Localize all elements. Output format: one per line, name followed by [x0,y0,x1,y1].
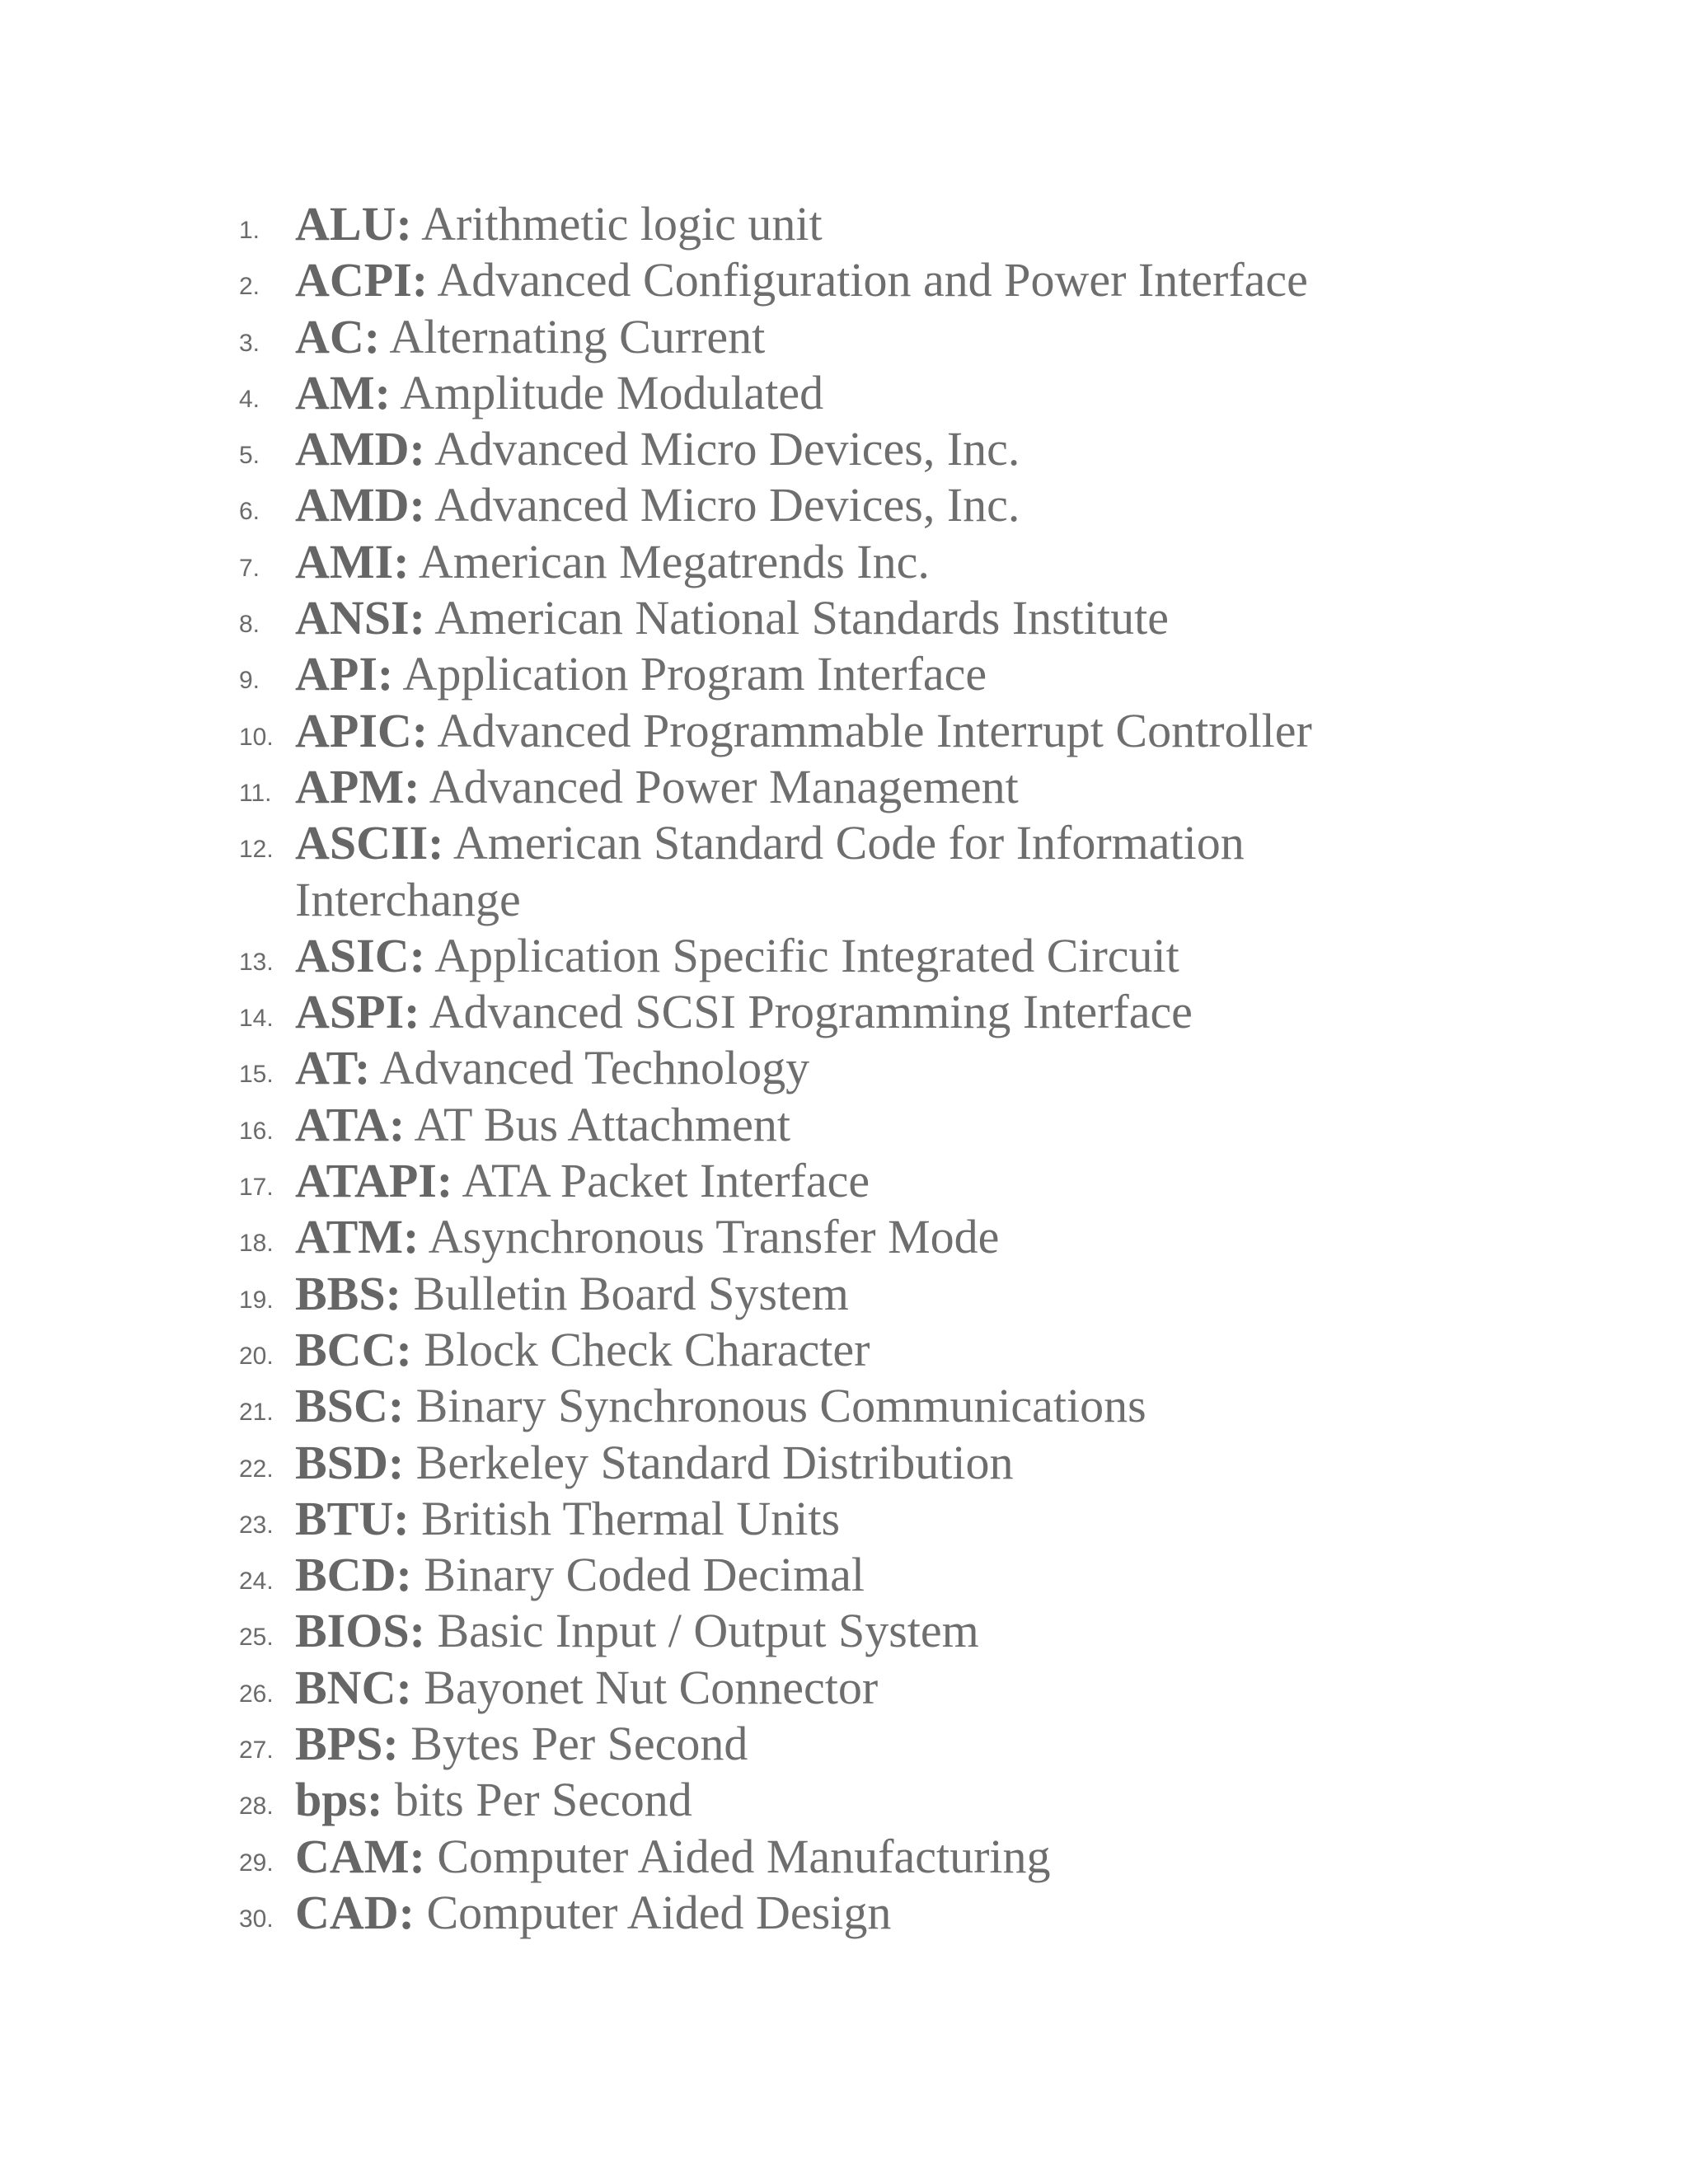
item-number: 26. [239,1680,274,1708]
item-number: 8. [239,611,260,639]
item-separator: : [396,1322,412,1376]
item-separator: : [396,1548,412,1602]
acronym-list [239,196,1475,1941]
item-term: AC [295,309,364,363]
item-definition: Advanced SCSI Programming Interface [429,985,1193,1039]
item-term: APM [295,759,405,813]
item-number: 6. [239,498,260,526]
item-term: APIC [295,703,412,757]
item-number: 22. [239,1455,274,1483]
item-separator: : [385,1266,401,1320]
item-separator: : [411,703,429,757]
list-item [239,928,1475,984]
item-separator: : [404,985,420,1039]
item-separator: : [411,253,429,307]
item-term: bps [295,1773,368,1827]
item-separator: : [363,309,381,363]
item-definition: Berkeley Standard Distribution [415,1435,1014,1489]
item-term: ATAPI [295,1154,437,1208]
item-term: ALU [295,197,396,251]
item-separator: : [393,1491,410,1545]
item-separator: : [409,591,425,645]
item-number: 24. [239,1568,274,1596]
item-separator: : [396,1660,412,1714]
item-number: 30. [239,1905,274,1933]
list-item [239,1829,1475,1885]
item-term: AMD [295,478,410,532]
item-definition: Bulletin Board System [413,1266,849,1320]
item-term: CAM [295,1829,410,1883]
list-item [239,1153,1475,1209]
item-definition: American Megatrends Inc. [418,534,930,588]
item-term: AMI [295,534,394,588]
item-definition: Advanced Technology [379,1041,810,1095]
item-definition: American National Standards Institute [434,591,1169,645]
item-term: BIOS [295,1604,410,1658]
item-number: 9. [239,667,260,695]
item-number: 20. [239,1342,274,1370]
item-definition: Advanced Power Management [429,759,1019,813]
item-term: ACPI [295,253,412,307]
item-number: 7. [239,554,260,582]
item-separator: : [377,647,394,701]
item-definition: Basic Input / Output System [437,1604,979,1658]
item-definition: Arithmetic logic unit [421,197,823,251]
item-term: BSD [295,1435,388,1489]
item-term: ASCII [295,816,429,870]
item-term: BSC [295,1379,388,1433]
item-term: ATM [295,1210,404,1264]
item-definition: Block Check Character [424,1322,870,1376]
item-definition: Amplitude Modulated [400,365,824,419]
item-separator: : [387,1379,405,1433]
list-item [239,1547,1475,1603]
list-item [239,759,1475,815]
item-separator: : [393,534,410,588]
list-item [239,1097,1475,1153]
item-number: 15. [239,1061,274,1089]
list-item [239,1603,1475,1659]
item-separator: : [404,759,420,813]
list-item [239,196,1475,252]
item-separator: : [398,1885,415,1939]
list-item [239,703,1475,759]
item-definition: Binary Coded Decimal [424,1548,865,1602]
item-separator: : [409,928,425,982]
item-definition: AT Bus Attachment [414,1097,790,1151]
item-separator: : [354,1041,371,1095]
list-item [239,1266,1475,1322]
item-term: BCD [295,1548,396,1602]
item-term: BPS [295,1717,383,1771]
item-number: 21. [239,1399,274,1427]
item-term: AM [295,365,375,419]
list-item [239,365,1475,421]
item-number: 11. [239,779,272,807]
item-term: BCC [295,1322,396,1376]
item-term: ASPI [295,985,405,1039]
item-number: 13. [239,948,274,976]
list-item [239,984,1475,1040]
item-number: 29. [239,1849,274,1877]
item-term: AMD [295,422,410,476]
item-separator: : [403,1210,420,1264]
list-item [239,1660,1475,1716]
item-number: 27. [239,1736,274,1765]
item-number: 2. [239,273,260,301]
list-item [239,1209,1475,1265]
list-item [239,815,1367,928]
item-term: API [295,647,377,701]
item-number: 16. [239,1117,274,1145]
item-definition: Advanced Micro Devices, Inc. [434,478,1020,532]
item-number: 17. [239,1174,274,1202]
item-separator: : [436,1154,453,1208]
item-separator: : [409,478,425,532]
item-term: CAD [295,1885,399,1939]
item-definition: Bayonet Nut Connector [424,1660,879,1714]
item-definition: Computer Aided Manufacturing [437,1829,1051,1883]
list-item [239,1491,1475,1547]
item-definition: British Thermal Units [421,1491,841,1545]
list-item [239,1885,1475,1941]
item-separator: : [382,1717,399,1771]
item-separator: : [409,422,425,476]
list-item [239,1435,1475,1491]
item-term: ANSI [295,591,410,645]
item-number: 4. [239,385,260,413]
item-number: 3. [239,329,260,357]
item-number: 18. [239,1230,274,1258]
item-separator: : [409,1829,425,1883]
item-definition: Asynchronous Transfer Mode [428,1210,1000,1264]
item-term: BBS [295,1266,386,1320]
item-definition: Bytes Per Second [410,1717,748,1771]
list-item [239,477,1475,533]
item-number: 10. [239,723,274,751]
item-term: ASIC [295,928,410,982]
item-term: AT [295,1041,354,1095]
list-item [239,309,1475,365]
list-item [239,646,1475,702]
item-definition: Advanced Configuration and Power Interface [437,253,1308,307]
item-separator: : [367,1773,383,1827]
item-number: 5. [239,442,260,470]
item-separator: : [374,365,391,419]
list-item [239,590,1475,646]
item-term: BNC [295,1660,396,1714]
item-definition: Application Specific Integrated Circuit [434,928,1179,982]
item-definition: Advanced Micro Devices, Inc. [434,422,1020,476]
list-item [239,1040,1475,1096]
item-term: ATA [295,1097,389,1151]
item-separator: : [388,1097,406,1151]
list-item [239,1378,1475,1434]
item-number: 14. [239,1005,274,1033]
list-item [239,1322,1475,1378]
item-definition: bits Per Second [394,1773,692,1827]
item-definition: Advanced Programmable Interrupt Controller [437,703,1312,757]
item-number: 28. [239,1793,274,1821]
item-number: 1. [239,217,260,244]
list-item [239,252,1475,308]
item-number: 12. [239,836,274,864]
item-separator: : [428,816,444,870]
item-definition: Alternating Current [389,309,766,363]
list-item [239,1772,1475,1828]
list-item [239,421,1475,477]
item-number: 23. [239,1511,274,1539]
item-definition: Application Program Interface [402,647,987,701]
item-separator: : [409,1604,425,1658]
item-definition: Binary Synchronous Communications [415,1379,1146,1433]
item-definition: American Standard Code for Information Interchange [295,816,1245,926]
list-item [239,534,1475,590]
item-definition: ATA Packet Interface [462,1154,870,1208]
item-separator: : [396,197,412,251]
list-item [239,1716,1475,1772]
item-number: 25. [239,1624,274,1652]
item-number: 19. [239,1286,274,1314]
item-definition: Computer Aided Design [426,1885,892,1939]
item-term: BTU [295,1491,394,1545]
item-separator: : [387,1435,405,1489]
